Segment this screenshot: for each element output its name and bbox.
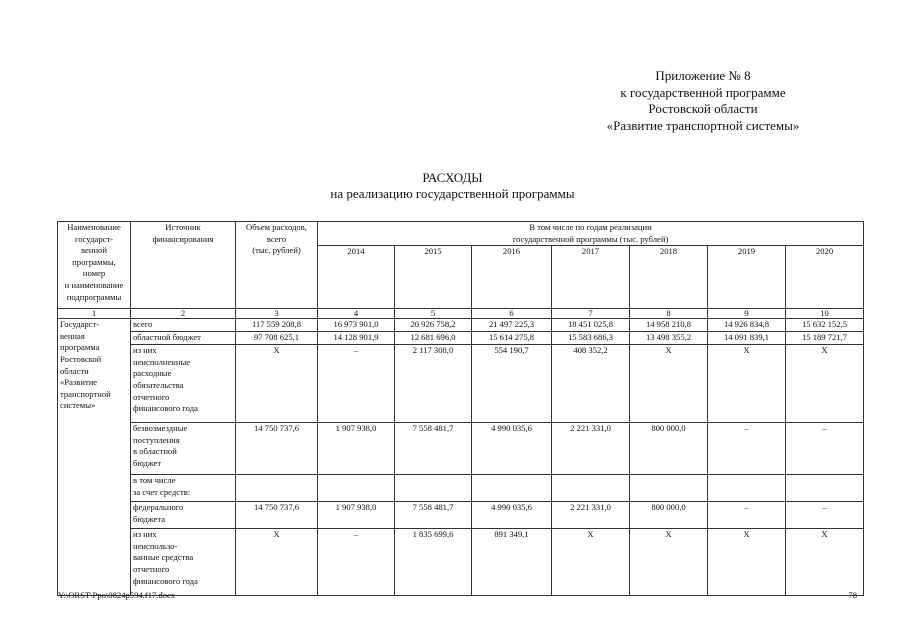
cell-text-line: транспортной bbox=[60, 388, 111, 399]
value-cell: 15 632 152,5 bbox=[786, 319, 864, 332]
cell-text-line: номер bbox=[82, 268, 106, 279]
column-number: 4 bbox=[318, 309, 395, 319]
cell-text-line: в том числе bbox=[133, 475, 176, 486]
value-cell: 14 128 901,9 bbox=[318, 332, 395, 345]
cell-text-line: неиспользо- bbox=[133, 540, 178, 551]
header-year: 2014 bbox=[318, 246, 395, 309]
column-number: 3 bbox=[236, 309, 318, 319]
cell-text-line: бюджет bbox=[133, 457, 162, 468]
value-cell: – bbox=[708, 423, 786, 475]
value-cell bbox=[395, 475, 472, 502]
cell-text-line: в областной bbox=[133, 446, 177, 457]
value-cell: Х bbox=[708, 529, 786, 596]
header-year: 2015 bbox=[395, 246, 472, 309]
value-cell: 2 117 308,0 bbox=[395, 345, 472, 423]
value-cell bbox=[630, 475, 708, 502]
cell-text-line: финансового года bbox=[133, 403, 198, 414]
column-number: 9 bbox=[708, 309, 786, 319]
value-cell: 2 221 331,0 bbox=[552, 502, 630, 529]
column-number: 10 bbox=[786, 309, 864, 319]
cell-text-line: государст- bbox=[74, 233, 114, 244]
header-year: 2017 bbox=[552, 246, 630, 309]
cell-text-line: всего bbox=[266, 233, 287, 244]
value-cell: 15 189 721,7 bbox=[786, 332, 864, 345]
header-program-name bbox=[58, 222, 131, 309]
cell-text-line: федерального bbox=[133, 502, 184, 513]
value-cell bbox=[236, 475, 318, 502]
source-cell bbox=[131, 345, 236, 423]
cell-text-line: венной bbox=[81, 245, 107, 256]
column-number: 6 bbox=[472, 309, 552, 319]
value-cell: 97 708 625,1 bbox=[236, 332, 318, 345]
cell-text-line: поступления bbox=[133, 434, 180, 445]
value-cell: 2 221 331,0 bbox=[552, 423, 630, 475]
cell-text-line: Наименование bbox=[67, 222, 121, 232]
cell-text-line: венная bbox=[60, 330, 85, 341]
value-cell: – bbox=[318, 345, 395, 423]
cell-text-line: из них bbox=[133, 529, 157, 540]
value-cell: Х bbox=[708, 345, 786, 423]
value-cell: 1 907 938,0 bbox=[318, 502, 395, 529]
value-cell: 7 558 481,7 bbox=[395, 423, 472, 475]
cell-text-line: за счет средств: bbox=[133, 486, 191, 497]
appendix-header bbox=[573, 68, 833, 134]
source-cell bbox=[131, 423, 236, 475]
cell-text-line: обязательства bbox=[133, 379, 184, 390]
value-cell: Х bbox=[786, 345, 864, 423]
footer-file-path: Y:\ORST\Ppo\0824p594.f17.docx bbox=[58, 590, 176, 600]
value-cell: Х bbox=[236, 345, 318, 423]
cell-text-line: бюджета bbox=[133, 513, 166, 524]
cell-text-line: программа bbox=[60, 342, 100, 353]
appendix-line: «Развитие транспортной системы» bbox=[606, 117, 800, 133]
table-header-row bbox=[58, 222, 864, 246]
value-cell: Х bbox=[786, 529, 864, 596]
value-cell bbox=[318, 475, 395, 502]
cell-text-line: отчетного bbox=[133, 563, 170, 574]
document-title: РАСХОДЫ bbox=[422, 170, 483, 185]
expenses-table bbox=[57, 221, 864, 596]
header-source bbox=[131, 222, 236, 309]
value-cell bbox=[786, 475, 864, 502]
table-row bbox=[58, 319, 864, 332]
header-year: 2020 bbox=[786, 246, 864, 309]
cell-text-line: финансового года bbox=[133, 575, 198, 586]
value-cell: 14 091 839,1 bbox=[708, 332, 786, 345]
source-cell bbox=[131, 332, 236, 345]
header-year: 2016 bbox=[472, 246, 552, 309]
value-cell: 16 973 901,0 bbox=[318, 319, 395, 332]
cell-text-line: финансирования bbox=[152, 233, 214, 244]
value-cell bbox=[552, 475, 630, 502]
value-cell: 408 352,2 bbox=[552, 345, 630, 423]
footer-page-number: 78 bbox=[848, 590, 857, 600]
source-cell bbox=[131, 502, 236, 529]
column-number: 8 bbox=[630, 309, 708, 319]
cell-text-line: неисполненные bbox=[133, 356, 191, 367]
value-cell: 12 681 696,0 bbox=[395, 332, 472, 345]
header-years-group bbox=[318, 222, 864, 246]
value-cell: 554 190,7 bbox=[472, 345, 552, 423]
value-cell: 14 750 737,6 bbox=[236, 423, 318, 475]
column-number: 1 bbox=[58, 309, 131, 319]
table-row bbox=[58, 345, 864, 423]
source-cell bbox=[131, 529, 236, 596]
value-cell: 1 907 938,0 bbox=[318, 423, 395, 475]
cell-text-line: подпрограммы bbox=[66, 291, 122, 302]
value-cell: 15 583 686,3 bbox=[552, 332, 630, 345]
cell-text-line: Государст- bbox=[60, 319, 100, 330]
cell-text-line: областной бюджет bbox=[133, 332, 201, 343]
header-year: 2019 bbox=[708, 246, 786, 309]
cell-text-line: ванные средства bbox=[133, 552, 194, 563]
value-cell: 15 614 275,8 bbox=[472, 332, 552, 345]
value-cell: 4 990 035,6 bbox=[472, 502, 552, 529]
table-row bbox=[58, 529, 864, 596]
cell-text-line: Объем расходов, bbox=[246, 222, 307, 232]
value-cell: 14 958 210,8 bbox=[630, 319, 708, 332]
value-cell: 20 926 758,2 bbox=[395, 319, 472, 332]
value-cell: – bbox=[786, 423, 864, 475]
column-number: 7 bbox=[552, 309, 630, 319]
value-cell: – bbox=[708, 502, 786, 529]
table-row bbox=[58, 502, 864, 529]
value-cell: 14 750 737,6 bbox=[236, 502, 318, 529]
value-cell: 117 559 208,8 bbox=[236, 319, 318, 332]
cell-text-line: и наименование bbox=[64, 279, 124, 290]
value-cell: 800 000,0 bbox=[630, 423, 708, 475]
value-cell: 1 835 699,6 bbox=[395, 529, 472, 596]
header-total-volume bbox=[236, 222, 318, 309]
table-row bbox=[58, 475, 864, 502]
value-cell: 21 497 225,3 bbox=[472, 319, 552, 332]
value-cell: 891 349,1 bbox=[472, 529, 552, 596]
appendix-line: Ростовской области bbox=[648, 101, 758, 116]
cell-text-line: из них bbox=[133, 345, 157, 356]
source-cell bbox=[131, 475, 236, 502]
cell-text-line: безвозмездные bbox=[133, 423, 188, 434]
value-cell: 7 558 481,7 bbox=[395, 502, 472, 529]
cell-text-line: программы, bbox=[72, 256, 116, 267]
appendix-line: Приложение № 8 bbox=[655, 68, 751, 83]
cell-text-line: области bbox=[60, 365, 89, 376]
column-number: 5 bbox=[395, 309, 472, 319]
column-number: 2 bbox=[131, 309, 236, 319]
cell-text-line: (тыс. рублей) bbox=[252, 245, 301, 256]
value-cell: 13 498 355,2 bbox=[630, 332, 708, 345]
value-cell: Х bbox=[236, 529, 318, 596]
cell-text-line: всего bbox=[133, 319, 153, 330]
value-cell: Х bbox=[630, 345, 708, 423]
value-cell: 800 000,0 bbox=[630, 502, 708, 529]
value-cell bbox=[708, 475, 786, 502]
cell-text-line: расходные bbox=[133, 368, 172, 379]
column-number-row bbox=[58, 309, 864, 319]
cell-text-line: В том числе по годам реализации bbox=[529, 222, 652, 232]
cell-text-line: отчетного bbox=[133, 391, 170, 402]
table-row bbox=[58, 423, 864, 475]
cell-text-line: Источник bbox=[165, 222, 201, 232]
source-cell bbox=[131, 319, 236, 332]
cell-text-line: Ростовской bbox=[60, 353, 102, 364]
program-name-cell bbox=[58, 319, 131, 596]
header-year: 2018 bbox=[630, 246, 708, 309]
table-row bbox=[58, 332, 864, 345]
value-cell bbox=[472, 475, 552, 502]
value-cell: – bbox=[318, 529, 395, 596]
value-cell: Х bbox=[552, 529, 630, 596]
cell-text-line: «Развитие bbox=[60, 377, 98, 388]
value-cell: 4 990 035,6 bbox=[472, 423, 552, 475]
appendix-line: к государственной программе bbox=[620, 84, 786, 100]
value-cell: 14 926 834,8 bbox=[708, 319, 786, 332]
value-cell: 18 451 025,8 bbox=[552, 319, 630, 332]
cell-text-line: государственной программы (тыс. рублей) bbox=[512, 233, 669, 244]
document-subtitle: на реализацию государственной программы bbox=[330, 186, 575, 201]
cell-text-line: системы» bbox=[60, 400, 96, 411]
value-cell: – bbox=[786, 502, 864, 529]
value-cell: Х bbox=[630, 529, 708, 596]
